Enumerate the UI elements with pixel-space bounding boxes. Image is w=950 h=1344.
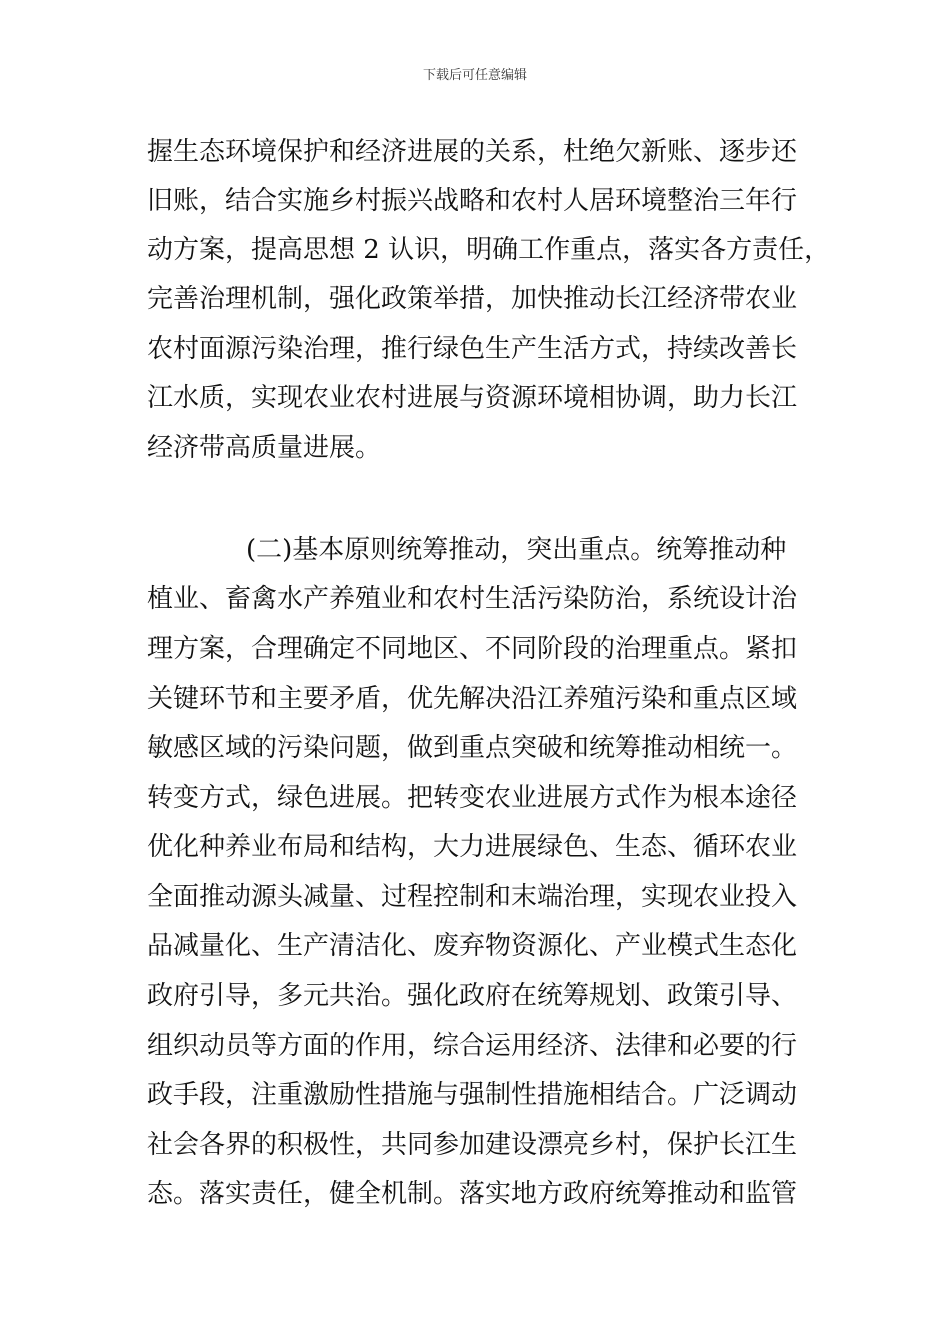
paragraph-line: 完善治理机制，强化政策举措，加快推动长江经济带农业 (147, 284, 798, 314)
paragraph-line: 农村面源污染治理，推行绿色生产生活方式，持续改善长 (147, 334, 798, 364)
paragraph-line: 态。落实责任，健全机制。落实地方政府统筹推动和监管 (147, 1179, 798, 1209)
paragraph-line: 转变方式，绿色进展。把转变农业进展方式作为根本途径 (147, 783, 798, 813)
paragraph-line: 握生态环境保护和经济进展的关系，杜绝欠新账、逐步还 (147, 137, 798, 167)
paragraph-line: 理方案，合理确定不同地区、不同阶段的治理重点。紧扣 (147, 634, 798, 664)
paragraph-line: 经济带高质量进展。 (147, 433, 382, 463)
paragraph-line: 江水质，实现农业农村进展与资源环境相协调，助力长江 (147, 383, 798, 413)
paragraph-line: 动方案，提高思想 2 认识，明确工作重点，落实各方责任， (147, 235, 831, 265)
paragraph-line: 敏感区域的污染问题，做到重点突破和统筹推动相统一。 (147, 733, 798, 763)
paragraph-line: 植业、畜禽水产养殖业和农村生活污染防治，系统设计治 (147, 584, 798, 614)
paragraph-line: 全面推动源头减量、过程控制和末端治理，实现农业投入 (147, 882, 798, 912)
paragraph-line: 关键环节和主要矛盾，优先解决沿江养殖污染和重点区域 (147, 684, 798, 714)
paragraph-line: 优化种养业布局和结构，大力进展绿色、生态、循环农业 (147, 832, 798, 862)
paragraph-line: (二)基本原则统筹推动，突出重点。统筹推动种 (246, 535, 787, 565)
paragraph-line: 社会各界的积极性，共同参加建设漂亮乡村，保护长江生 (147, 1130, 798, 1160)
page-header-note: 下载后可任意编辑 (422, 68, 527, 83)
paragraph-line: 政府引导，多元共治。强化政府在统筹规划、政策引导、 (147, 981, 798, 1011)
paragraph-line: 旧账，结合实施乡村振兴战略和农村人居环境整治三年行 (147, 186, 798, 216)
paragraph-line: 品减量化、生产清洁化、废弃物资源化、产业模式生态化 (147, 931, 798, 961)
paragraph-line: 组织动员等方面的作用，综合运用经济、法律和必要的行 (147, 1031, 798, 1061)
paragraph-line: 政手段，注重激励性措施与强制性措施相结合。广泛调动 (147, 1080, 798, 1110)
